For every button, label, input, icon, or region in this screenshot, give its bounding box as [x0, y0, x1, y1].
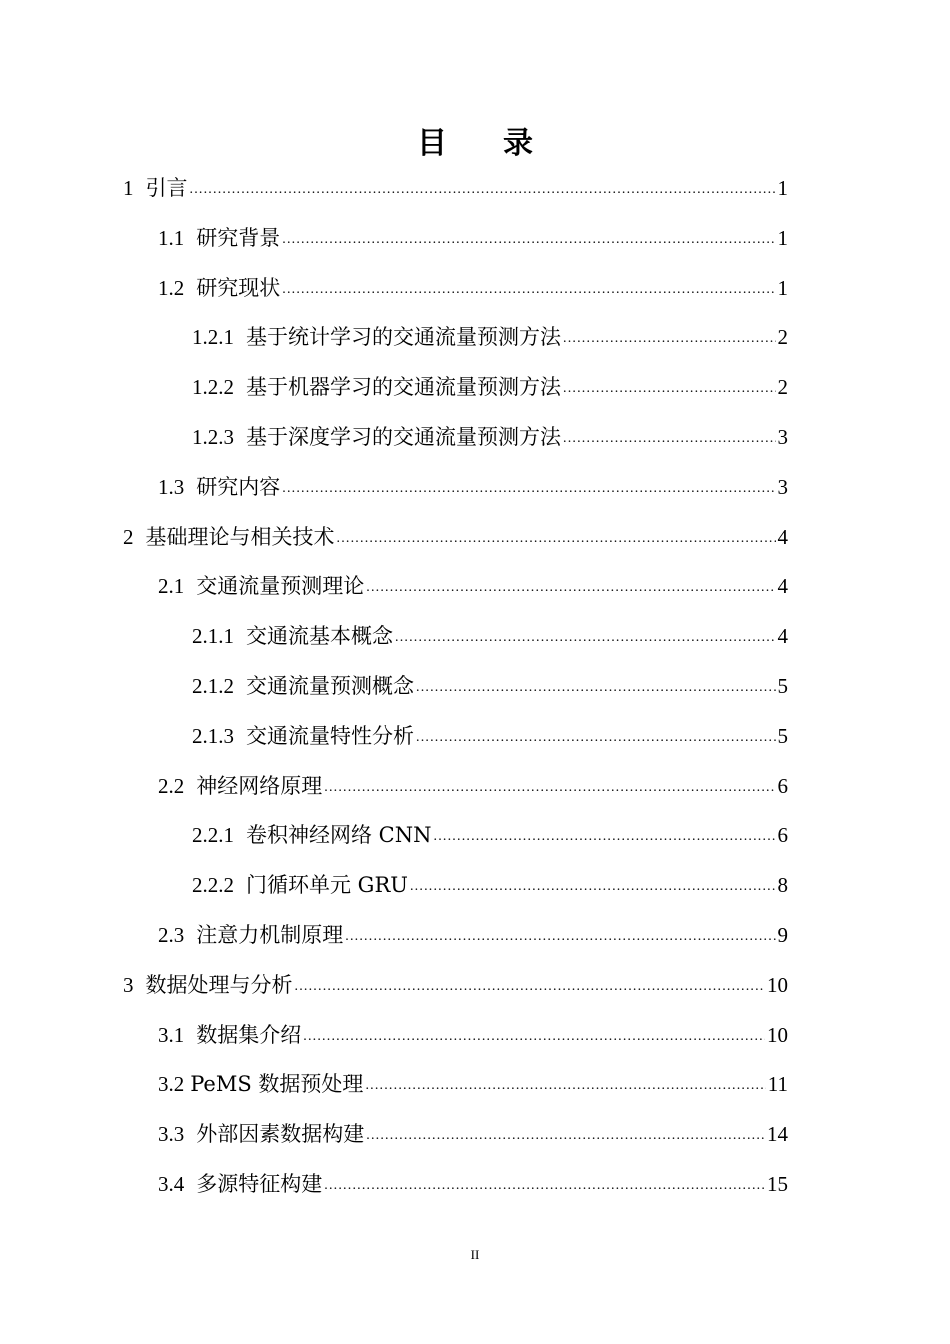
toc-entry-page: 11: [767, 1072, 788, 1097]
toc-entry-title: 基于机器学习的交通流量预测方法: [246, 375, 561, 400]
toc-entry-page: 4: [777, 524, 788, 549]
toc-entry-title: 交通流量预测理论: [196, 574, 365, 599]
toc-entry-title: 基于统计学习的交通流量预测方法: [246, 325, 561, 350]
toc-leader-dots: [395, 614, 776, 658]
toc-entry[interactable]: [123, 166, 788, 210]
toc-entry-page: 4: [777, 574, 788, 599]
toc-entry-number: 3: [123, 972, 134, 997]
toc-entry-page: 4: [777, 624, 788, 649]
toc-entry-number: 2.1.1: [192, 624, 234, 649]
toc-title-right: 录: [503, 126, 533, 161]
toc-entry-title: 注意力机制原理: [196, 923, 344, 947]
toc-entry[interactable]: [158, 266, 788, 310]
toc-leader-dots: [324, 764, 775, 808]
toc-leader-dots: [345, 913, 775, 957]
toc-entry[interactable]: [158, 1062, 788, 1106]
toc-leader-dots: [282, 465, 775, 509]
toc-leader-dots: [410, 863, 776, 907]
toc-entry[interactable]: [158, 1162, 788, 1206]
toc-entry[interactable]: [158, 564, 788, 608]
toc-leader-dots: [295, 963, 766, 1007]
toc-leader-dots: [282, 216, 775, 260]
toc-entry-page: 9: [777, 923, 788, 947]
toc-leader-dots: [416, 664, 776, 708]
toc-entry-page: 2: [777, 325, 788, 350]
toc-entry-title: 研究现状: [196, 275, 281, 300]
toc-entry-number: 1.3: [158, 474, 185, 499]
toc-entry[interactable]: [192, 315, 788, 359]
toc-entry-number: 2.1.3: [192, 723, 234, 748]
toc-entry-title: 交通流量特性分析: [246, 723, 414, 748]
toc-entry[interactable]: [158, 913, 788, 957]
toc-entry[interactable]: [158, 216, 788, 260]
toc-entry-number: 1.2.1: [192, 325, 234, 350]
toc-leader-dots: [190, 166, 776, 210]
toc-entry-page: 3: [777, 425, 788, 449]
toc-entry-number: 2.1: [158, 574, 185, 599]
toc-entry[interactable]: [192, 714, 788, 758]
toc-entry-number: 2.2.2: [192, 873, 234, 898]
toc-entry-title: 基础理论与相关技术: [145, 524, 335, 549]
toc-entry-title: 研究内容: [196, 474, 281, 499]
toc-leader-dots: [563, 365, 776, 409]
toc-entry-page: 10: [767, 1022, 788, 1047]
toc-leader-dots: [365, 1062, 765, 1106]
toc-entry-number: 1.2.2: [192, 375, 234, 400]
toc-entry-title: 多源特征构建: [196, 1172, 323, 1196]
toc-entry-title: 引言: [145, 176, 188, 200]
toc-leader-dots: [563, 415, 776, 459]
toc-entry-number: 1.2: [158, 275, 185, 300]
toc-entry-title: 数据处理与分析: [145, 972, 293, 997]
toc-entry-page: 6: [777, 823, 788, 848]
toc-entry[interactable]: [158, 764, 788, 808]
toc-entry-page: 5: [777, 723, 788, 748]
toc-entry[interactable]: [192, 664, 788, 708]
toc-leader-dots: [366, 564, 775, 608]
toc-entry-title: 数据集介绍: [196, 1022, 302, 1047]
toc-entry-title: 外部因素数据构建: [196, 1122, 365, 1147]
toc-entry-page: 2: [777, 375, 788, 400]
toc-entry-number: 3.3: [158, 1122, 185, 1147]
toc-entry-page: 6: [777, 773, 788, 798]
toc-entry-page: 5: [777, 674, 788, 698]
toc-entry-number: 3.4: [158, 1172, 185, 1196]
toc-entry-title: 研究背景: [196, 225, 281, 250]
toc-entry-number: 3.2: [158, 1072, 185, 1097]
toc-entry-title: 交通流基本概念: [246, 624, 393, 649]
toc-entry[interactable]: [192, 813, 788, 857]
toc-entry-number: 1.2.3: [192, 425, 234, 449]
toc-leader-dots: [324, 1162, 765, 1206]
toc-entry-page: 8: [777, 873, 788, 898]
page-number: II: [470, 1247, 480, 1262]
toc-entry-page: 3: [777, 474, 788, 499]
toc-leader-dots: [366, 1112, 765, 1156]
toc-entry[interactable]: [192, 614, 788, 658]
toc-title: [0, 118, 950, 162]
toc-entry[interactable]: [158, 1112, 788, 1156]
toc-entry[interactable]: [192, 365, 788, 409]
toc-entry[interactable]: [158, 1013, 788, 1057]
toc-entry[interactable]: [192, 863, 788, 907]
toc-entry-number: 2.2: [158, 773, 185, 798]
toc-entry-title: 卷积神经网络 CNN: [246, 823, 432, 848]
toc-leader-dots: [282, 266, 775, 310]
toc-title-left: 目: [417, 126, 447, 161]
toc-entry-page: 1: [777, 176, 788, 200]
toc-entry-page: 1: [777, 225, 788, 250]
toc-leader-dots: [303, 1013, 765, 1057]
toc-entry-number: 3.1: [158, 1022, 185, 1047]
toc-entry-number: 2.1.2: [192, 674, 234, 698]
toc-entry[interactable]: [123, 963, 788, 1007]
toc-entry-title: 神经网络原理: [196, 773, 323, 798]
toc-leader-dots: [563, 315, 776, 359]
toc-entry[interactable]: [123, 515, 788, 559]
toc-entry-title: 门循环单元 GRU: [246, 873, 408, 898]
toc-entry-title: 交通流量预测概念: [246, 674, 414, 698]
toc-entry[interactable]: [192, 415, 788, 459]
toc-entry[interactable]: [158, 465, 788, 509]
toc-entry-number: 2.2.1: [192, 823, 234, 848]
toc-entry-number: 1: [123, 176, 134, 200]
toc-entry-page: 15: [767, 1172, 788, 1196]
toc-entry-page: 10: [767, 972, 788, 997]
toc-entry-number: 1.1: [158, 225, 185, 250]
toc-entry-title: 基于深度学习的交通流量预测方法: [246, 425, 561, 449]
toc-leader-dots: [337, 515, 776, 559]
toc-entry-number: 2: [123, 524, 134, 549]
toc-entry-number: 2.3: [158, 923, 185, 947]
toc-leader-dots: [434, 813, 776, 857]
toc-entry-title: PeMS 数据预处理: [190, 1072, 364, 1097]
toc-entry-page: 1: [777, 275, 788, 300]
toc-leader-dots: [416, 714, 776, 758]
toc-entry-page: 14: [767, 1122, 788, 1147]
